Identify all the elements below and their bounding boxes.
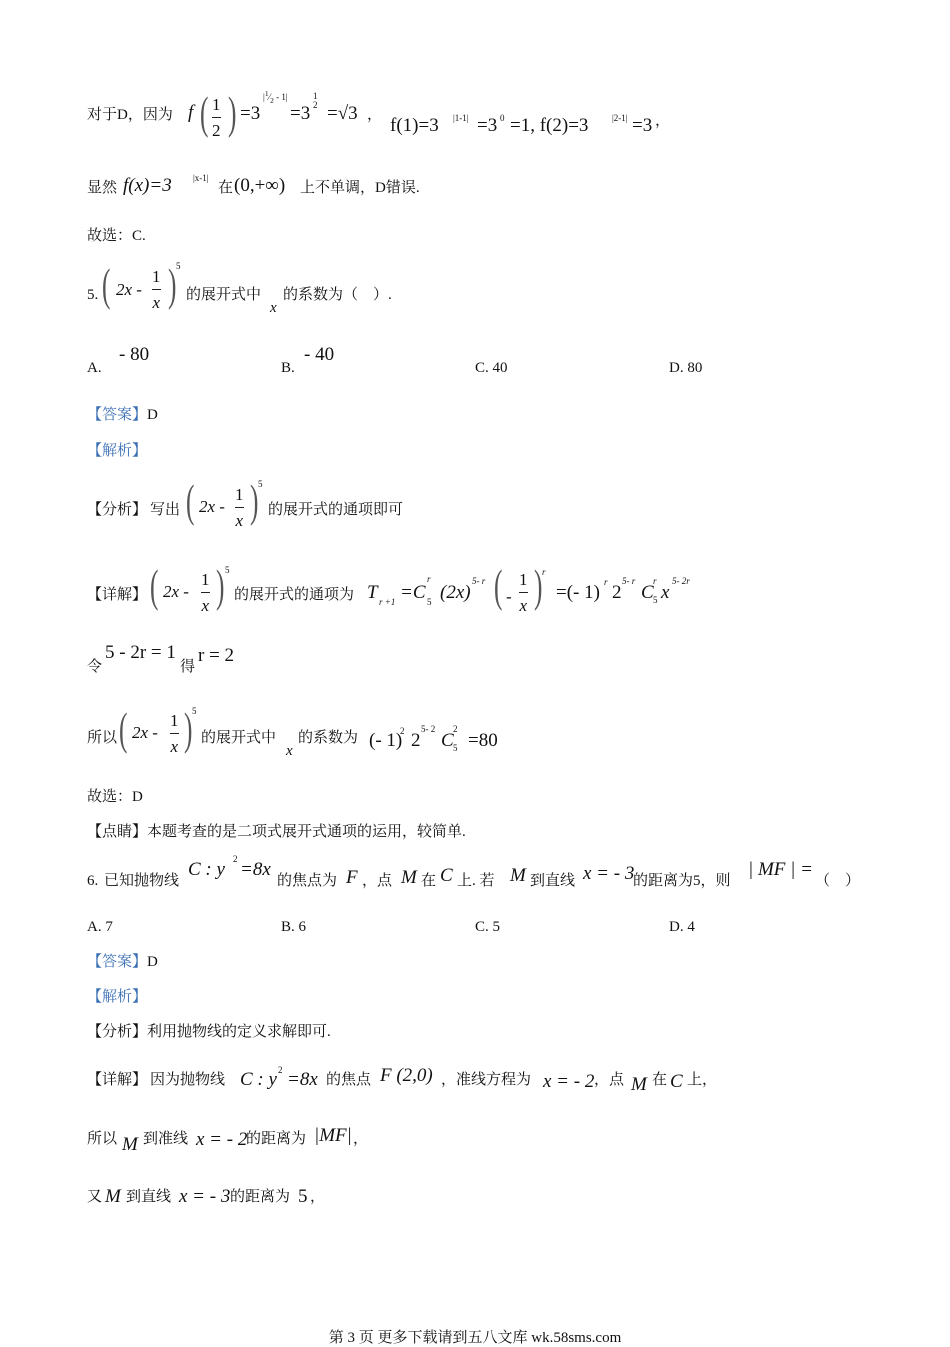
line1-mid2: =3: [477, 115, 498, 136]
answer-value: D: [147, 407, 158, 423]
option-d: D. 80: [669, 360, 703, 376]
suoyi: 所以: [87, 730, 118, 746]
line2-prefix: 显然: [87, 180, 118, 196]
paren-right: ): [228, 87, 237, 138]
d11: C: [670, 1071, 683, 1092]
line1-mid: f(1)=3: [390, 115, 439, 136]
y2: M: [105, 1186, 121, 1207]
d4: 的焦点: [326, 1072, 372, 1088]
line1-eq2: =3: [290, 103, 311, 124]
ling-eq: 5 - 2r = 1: [105, 642, 176, 663]
paren-left: (: [200, 87, 209, 138]
d10: 在: [652, 1072, 668, 1088]
detail-C-sup: r: [427, 574, 431, 584]
q5-dianjing: [87, 825, 466, 840]
line1-comma: ，: [367, 107, 383, 123]
s4: x = - 2: [196, 1129, 248, 1150]
q6-fenxi: [87, 1025, 331, 1040]
detail-C: =C: [400, 582, 426, 603]
q6-t12: 到直线: [530, 873, 576, 889]
line1-prefix: 对于D，因为: [87, 107, 173, 123]
line1-mid3-exp: |2-1|: [612, 113, 628, 123]
detail-tag: 【详解】: [87, 587, 148, 603]
detail-tag: 【详解】: [87, 1072, 148, 1088]
suoyi-text2: 的系数为: [298, 730, 359, 746]
suoyi-val-exp: 2: [400, 726, 405, 736]
detail-T: T: [367, 582, 378, 603]
ling: 令: [87, 659, 103, 675]
q5-answer: [87, 408, 158, 423]
q6-t6: ，点: [362, 873, 393, 889]
fraction-one-over-x: 1 x: [519, 570, 528, 615]
detail-x: x: [661, 582, 670, 603]
line1-end: ，: [655, 113, 671, 129]
s7: ，: [353, 1131, 369, 1147]
d2: C : y: [240, 1069, 277, 1090]
line1-mid4: =3: [632, 115, 653, 136]
s6: |MF|: [314, 1125, 352, 1146]
s3: 到准线: [143, 1131, 189, 1147]
q6-t8: 在: [421, 873, 437, 889]
y1: 又: [87, 1189, 103, 1205]
fenxi-power: 5: [258, 479, 263, 489]
line2-mid: 在: [218, 180, 234, 196]
page-footer: 第 3 页 更多下载请到五八文库 wk.58sms.com: [328, 1330, 622, 1346]
detail-T-sub: r +1: [379, 597, 396, 607]
fraction-one-over-x: 1 x: [170, 711, 179, 756]
suoyi-C-sub: 5: [453, 743, 458, 753]
q6-option-d: D. 4: [669, 919, 695, 935]
s1: 所以: [87, 1131, 118, 1147]
suoyi-power: 5: [192, 706, 197, 716]
answer-tag: 【答案】: [87, 407, 148, 423]
line1-mid3: =1, f(2)=3: [510, 115, 589, 136]
detail-expr: 2x -: [163, 582, 189, 601]
d12: 上，: [687, 1072, 718, 1088]
y5: 的距离为: [230, 1189, 291, 1205]
detail-2x-exp: 5- r: [472, 576, 486, 586]
option-a-label: A.: [87, 360, 102, 376]
d9: M: [631, 1074, 647, 1095]
q5-text1: 的展开式中: [186, 287, 262, 303]
suoyi-text: 的展开式中: [201, 730, 277, 746]
paren-left-2: (: [494, 560, 503, 611]
line2-interval: (0,+∞): [234, 175, 286, 196]
q6-t11: M: [510, 865, 526, 886]
line2-func: f(x)=3: [123, 175, 172, 196]
detail-neg1-exp: r: [604, 577, 608, 587]
line1-mid-exp: |1-1|: [453, 113, 469, 123]
q5-text2: 的系数为（ ）.: [283, 287, 392, 303]
q6-t10: 上. 若: [457, 873, 495, 889]
detail-x-exp: 5- 2r: [672, 576, 690, 586]
fenxi-text: 利用抛物线的定义求解即可.: [147, 1024, 331, 1040]
suoyi-val4: =80: [468, 730, 498, 751]
detail-2: 2: [612, 582, 622, 603]
y6: 5: [298, 1186, 308, 1207]
fraction-one-over-x: 1 x: [201, 570, 210, 615]
option-a-value: - 80: [119, 344, 150, 365]
suoyi-val: (- 1): [369, 730, 403, 751]
q6-option-a: A. 7: [87, 919, 113, 935]
detail-C-sub: 5: [427, 597, 432, 607]
d1: 因为抛物线: [150, 1072, 226, 1088]
choose-c: 故选：C.: [87, 228, 146, 244]
q6-t4: 的焦点为: [277, 873, 338, 889]
paren-left: (: [150, 560, 159, 611]
q6-t1: 已知抛物线: [104, 873, 180, 889]
y7: ，: [310, 1189, 326, 1205]
paren-right: ): [184, 703, 193, 754]
exp-half: 1 2: [313, 91, 318, 110]
suoyi-val2-exp: 5- 2: [421, 724, 436, 734]
suoyi-val2: 2: [411, 730, 421, 751]
option-b-label: B.: [281, 360, 295, 376]
q5-number: 5.: [87, 287, 99, 303]
detail-text: 的展开式的通项为: [234, 587, 355, 603]
fenxi-tag: 【分析】: [87, 1024, 148, 1040]
q6-number: 6.: [87, 873, 99, 889]
q5-expr: 2x -: [116, 280, 142, 299]
suoyi-C-sup: 2: [453, 724, 458, 734]
detail-minus: -: [506, 587, 512, 606]
q6-t14: 的距离为5，则: [633, 873, 731, 889]
q6-sq: 2: [233, 854, 238, 864]
fenxi-text1: 写出: [150, 502, 181, 518]
paren-left: (: [102, 259, 111, 310]
s2: M: [122, 1134, 138, 1155]
q5-var: x: [270, 300, 277, 316]
q5-power: 5: [176, 261, 181, 271]
paren-right: ): [168, 259, 177, 310]
q6-t13: x = - 3: [583, 863, 635, 884]
d5: F (2,0): [380, 1065, 433, 1086]
q6-t5: F: [346, 867, 358, 888]
line2-exp: |x-1|: [193, 173, 209, 183]
line2-suffix: 上不单调，D错误.: [300, 180, 420, 196]
answer-tag: 【答案】: [87, 954, 148, 970]
suoyi-x: x: [286, 743, 293, 759]
detail-C2-sub: 5: [653, 595, 658, 605]
y3: 到直线: [126, 1189, 172, 1205]
answer-value: D: [147, 954, 158, 970]
choose-d: 故选：D: [87, 789, 143, 805]
detail-C2-sup: r: [653, 576, 657, 586]
d6: ，准线方程为: [441, 1072, 532, 1088]
q6-t7: M: [401, 867, 417, 888]
q6-t9: C: [440, 865, 453, 886]
d3: =8x: [287, 1069, 318, 1090]
q6-t2: C : y: [188, 859, 225, 880]
paren-right-2: ): [534, 560, 543, 611]
paren-left: (: [119, 703, 128, 754]
q6-t3: =8x: [240, 859, 271, 880]
fraction-one-over-x: 1 x: [152, 267, 161, 312]
q6-t16: （ ）: [815, 873, 861, 889]
option-c: C. 40: [475, 360, 508, 376]
func-f: f: [188, 102, 194, 123]
s5: 的距离为: [246, 1131, 307, 1147]
line1-zero: 0: [500, 113, 505, 123]
paren-right: ): [250, 475, 259, 526]
exp-abs: $|^1⁄_2 - 1|$: [263, 89, 288, 105]
d2-sq: 2: [278, 1065, 283, 1075]
option-b-value: - 40: [304, 344, 335, 365]
fraction-half: 1 2: [212, 95, 221, 140]
detail-2-exp: 5- r: [622, 576, 636, 586]
d8: ，点: [594, 1072, 625, 1088]
q6-option-c: C. 5: [475, 919, 501, 935]
fenxi-tag: 【分析】: [87, 502, 148, 518]
suoyi-C: C: [441, 730, 454, 751]
detail-C2: C: [641, 582, 654, 603]
d7: x = - 2: [543, 1071, 595, 1092]
fraction-one-over-x: 1 x: [235, 485, 244, 530]
q6-analysis-tag: 【解析】: [87, 989, 148, 1005]
de-eq: r = 2: [198, 645, 235, 666]
paren-left: (: [186, 475, 195, 526]
detail-neg1: =(- 1): [556, 582, 600, 603]
q6-t15: | MF | =: [748, 859, 813, 880]
detail-power: 5: [225, 565, 230, 575]
y4: x = - 3: [179, 1186, 231, 1207]
dianjing-tag: 【点睛】: [87, 824, 148, 840]
dianjing-text: 本题考查的是二项式展开式通项的运用，较简单.: [147, 824, 466, 840]
de: 得: [180, 659, 196, 675]
line1-sqrt: =√3: [327, 103, 358, 124]
detail-2x: (2x): [440, 582, 471, 603]
fenxi-expr: 2x -: [199, 497, 225, 516]
line1-eq: =3: [240, 103, 261, 124]
paren-right: ): [216, 560, 225, 611]
q6-option-b: B. 6: [281, 919, 307, 935]
q6-answer: [87, 955, 158, 970]
detail-r: r: [542, 567, 546, 577]
q5-analysis-tag: 【解析】: [87, 443, 148, 459]
suoyi-expr: 2x -: [132, 723, 158, 742]
fenxi-text2: 的展开式的通项即可: [268, 502, 404, 518]
